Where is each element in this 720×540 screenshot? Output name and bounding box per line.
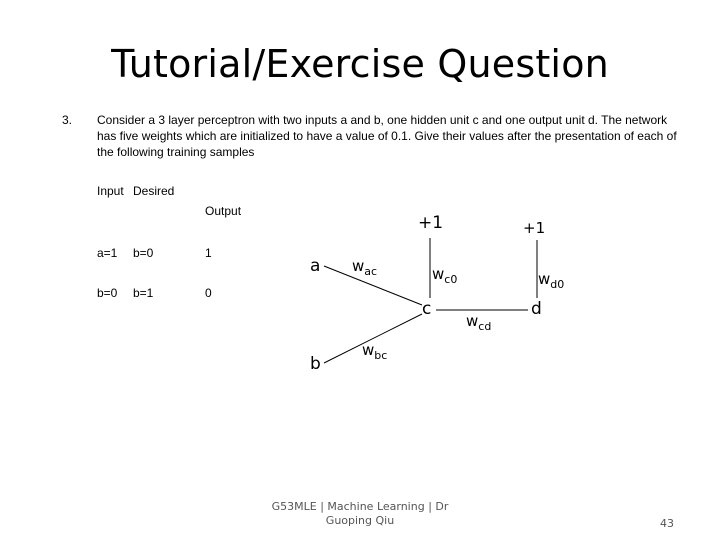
weight-cd-label: $w_{cd}$: [466, 312, 492, 333]
row2-input-a: b=0: [97, 286, 118, 300]
header-desired: Desired: [133, 184, 175, 198]
row2-input-b: b=1: [133, 286, 154, 300]
weight-c0-label: $w_{c0}$: [432, 265, 458, 286]
row2-desired-output: 0: [205, 286, 212, 300]
bias-c-label: +1: [418, 213, 444, 233]
question-number: 3.: [62, 113, 73, 127]
weight-ac-label: $w_{ac}$: [352, 257, 378, 278]
header-input: Input: [97, 184, 124, 198]
node-b: b: [310, 354, 321, 374]
footer-course: G53MLE | Machine Learning | Dr Guoping Qiu: [271, 500, 449, 527]
weight-bc-label: $w_{bc}$: [362, 341, 388, 362]
weight-d0-label: $w_{d0}$: [538, 270, 565, 291]
header-output: Output: [205, 204, 242, 218]
bias-d-label: +1: [523, 219, 546, 237]
slide-title: Tutorial/Exercise Question: [111, 42, 609, 86]
question-text: Consider a 3 layer perceptron with two inputs a and b, one hidden unit c and one output unit d. The network has five weights which are initialized to have a value of 0.1. Give their values after the presentation of each of the following training samples: [97, 113, 677, 159]
row1-input-a: a=1: [97, 246, 118, 260]
node-c: c: [422, 299, 432, 319]
row1-input-b: b=0: [133, 246, 154, 260]
node-a: a: [310, 256, 321, 276]
page-number: 43: [660, 517, 674, 530]
row1-desired-output: 1: [205, 246, 212, 260]
node-d: d: [531, 299, 542, 319]
